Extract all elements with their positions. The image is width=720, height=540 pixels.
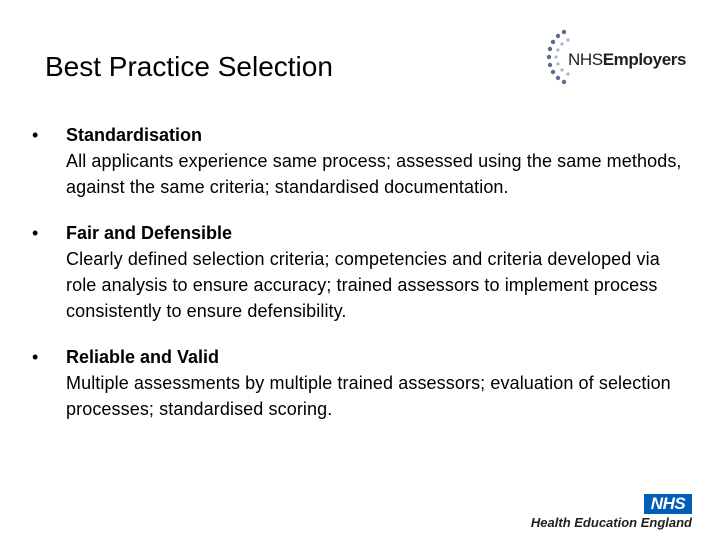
logo-text-nhs: NHS <box>568 50 603 69</box>
logo-text-employers: Employers <box>602 50 687 69</box>
health-education-england-logo <box>512 494 692 534</box>
bullet-marker: • <box>32 223 39 243</box>
slide-title: Best Practice Selection <box>45 51 333 82</box>
hee-wordmark: Health Education England <box>530 515 692 530</box>
nhs-lozenge: NHS <box>644 494 692 514</box>
bullet-item <box>32 220 692 324</box>
bullet-body: Clearly defined selection criteria; competencies and criteria developed via role analysis to ensure accuracy; trained assessors to implement process consistently to ensure defensibility. <box>66 249 660 321</box>
bullet-heading: Standardisation <box>66 125 203 145</box>
bullet-body: Multiple assessments by multiple trained assessors; evaluation of selection processes; standardised scoring. <box>66 373 671 419</box>
nhs-employers-wordmark <box>568 50 686 70</box>
bullet-item <box>32 344 692 422</box>
nhs-employers-logo <box>546 28 696 90</box>
bullet-item <box>32 122 692 200</box>
bullet-marker: • <box>32 125 39 145</box>
bullet-heading: Reliable and Valid <box>66 347 220 367</box>
bullet-body: All applicants experience same process; assessed using the same methods, against the same criteria; standardised documentation. <box>66 151 682 197</box>
bullet-marker: • <box>32 347 39 367</box>
bullet-heading: Fair and Defensible <box>66 223 233 243</box>
bullet-list <box>32 122 692 442</box>
dot-arc-icon <box>546 28 570 90</box>
